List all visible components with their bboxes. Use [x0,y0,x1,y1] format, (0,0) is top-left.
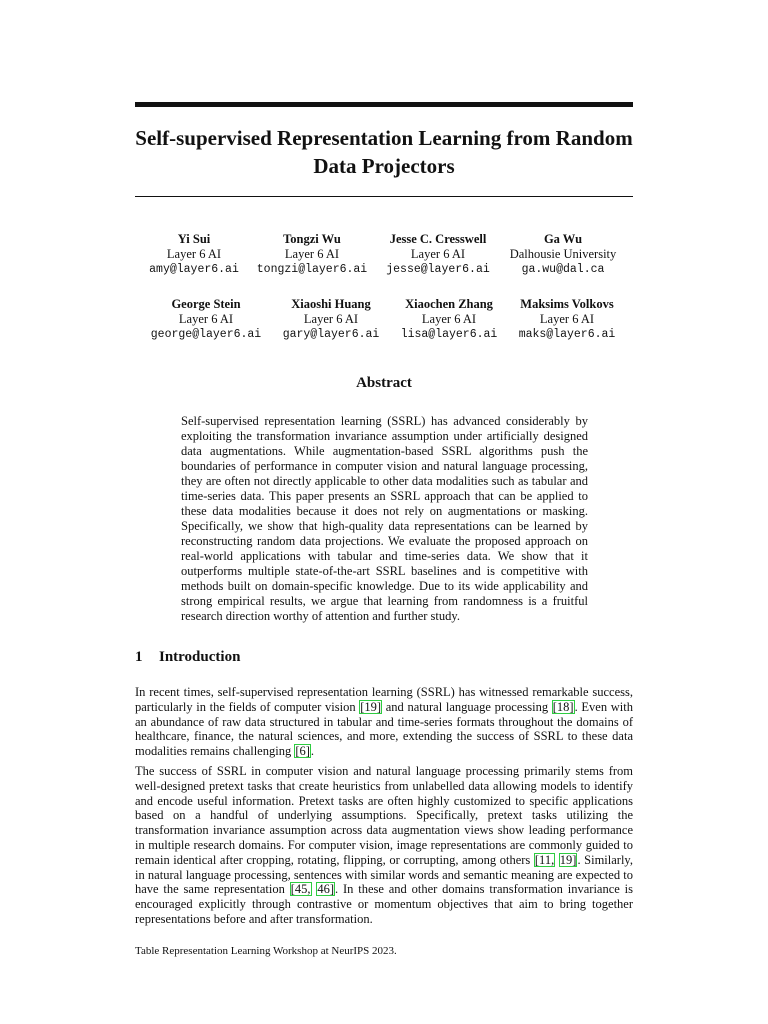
citation-link[interactable]: [19] [360,699,382,714]
author-block [242,232,382,277]
paragraph-text: . Similarly, in natural language processing, sentences with similar words and semantic meaning are expected to have the same representation [135,852,633,897]
paragraph-text: . Even with an abundance of raw data structured in tabular and time-series formats throughout the domains of healthcare, finance, the natural sciences, and more, extending the success of SSRL to these data modalities remains challenging [135,699,633,759]
author-name: Maksims Volkovs [520,297,614,311]
citation-link[interactable]: 46] [317,882,335,897]
author-affiliation: Dalhousie University [509,247,617,261]
paper-title: Self-supervised Representation Learning from Random Data Projectors [135,126,633,178]
author-email[interactable]: jesse@layer6.ai [386,263,490,276]
author-affiliation: Layer 6 AI [303,312,359,326]
citation-link[interactable]: 19] [559,852,577,867]
section-number: 1 [135,649,143,665]
author-name: Tongzi Wu [283,232,341,246]
author-affiliation: Layer 6 AI [539,312,595,326]
section-title: Introduction [159,649,241,665]
abstract-heading: Abstract [356,375,412,391]
paragraph-text: . [310,744,315,759]
author-block [497,297,637,342]
intro-paragraph-1 [135,685,633,759]
author-affiliation: Layer 6 AI [284,247,340,261]
author-affiliation: Layer 6 AI [178,312,234,326]
author-name: Xiaochen Zhang [405,297,493,311]
author-email[interactable]: lisa@layer6.ai [400,328,498,341]
citation-link[interactable]: [18] [552,699,574,714]
author-name: Xiaoshi Huang [291,297,371,311]
author-block [136,297,276,342]
author-name: George Stein [171,297,241,311]
author-email[interactable]: maks@layer6.ai [518,328,616,341]
top-rule [135,102,633,107]
author-affiliation: Layer 6 AI [410,247,466,261]
author-name: Jesse C. Cresswell [389,232,487,246]
paragraph-text: and natural language processing [382,699,552,714]
author-email[interactable]: tongzi@layer6.ai [256,263,368,276]
author-email[interactable]: ga.wu@dal.ca [521,263,605,276]
paragraph-text: In recent times, self-supervised representation learning (SSRL) has witnessed remarkable success, particularly in the fields of computer vision [135,685,633,714]
citation-link[interactable]: [11, [534,852,555,867]
author-affiliation: Layer 6 AI [166,247,222,261]
intro-paragraph-2 [135,764,633,927]
abstract-text: Self-supervised representation learning (SSRL) has advanced considerably by exploiting the transformation invariance assumption under artificially designed data augmentations. While augmentation-based SSRL algorithms push the boundaries of performance in computer vision and natural language processing, they are often not directly applicable to other data modalities such as tabular and time-series data. This paper presents an SSRL approach that can be applied to these data modalities because it does not rely on augmentations or masking. Specifically, we show that high-quality data representations can be learned by reconstructing random data projections. We evaluate the proposed approach on real-world applications with tabular and time-series data. We show that it outperforms multiple state-of-the-art SSRL baselines and is competitive with methods built on domain-specific knowledge. Due to its wide applicability and strong empirical results, we argue that learning from randomness is a fruitful research direction worthy of attention and further study. [181,414,588,623]
paragraph-text: The success of SSRL in computer vision and natural language processing primarily stems from well-designed pretext tasks that create heuristics from unlabelled data allowing models to identify and encode useful information. Pretext tasks are often highly customized to specific applications based on a handful of underlying assumptions. Specifically, pretext tasks utilizing the transformation invariance assumption across data augmentation views show leading performance in multiple research domains. For computer vision, image representations are commonly guided to remain identical after cropping, rotating, flipping, or corrupting, among others [135,764,633,867]
paragraph-text: . In these and other domains transformation invariance is encouraged explicitly through contrastive or momentum objectives that aim to bring together representations before and after transformation. [135,882,633,926]
author-email[interactable]: amy@layer6.ai [149,263,239,276]
citation-link[interactable]: [6] [295,744,310,759]
citation-link[interactable]: [45, [290,882,311,897]
venue-footnote: Table Representation Learning Workshop at NeurIPS 2023. [135,945,397,957]
author-email[interactable]: george@layer6.ai [150,328,262,341]
title-rule [135,196,633,197]
author-name: Ga Wu [543,232,583,246]
author-block [493,232,633,277]
author-name: Yi Sui [177,232,211,246]
author-block [368,232,508,277]
author-affiliation: Layer 6 AI [421,312,477,326]
section-heading [135,649,240,666]
author-email[interactable]: gary@layer6.ai [282,328,380,341]
